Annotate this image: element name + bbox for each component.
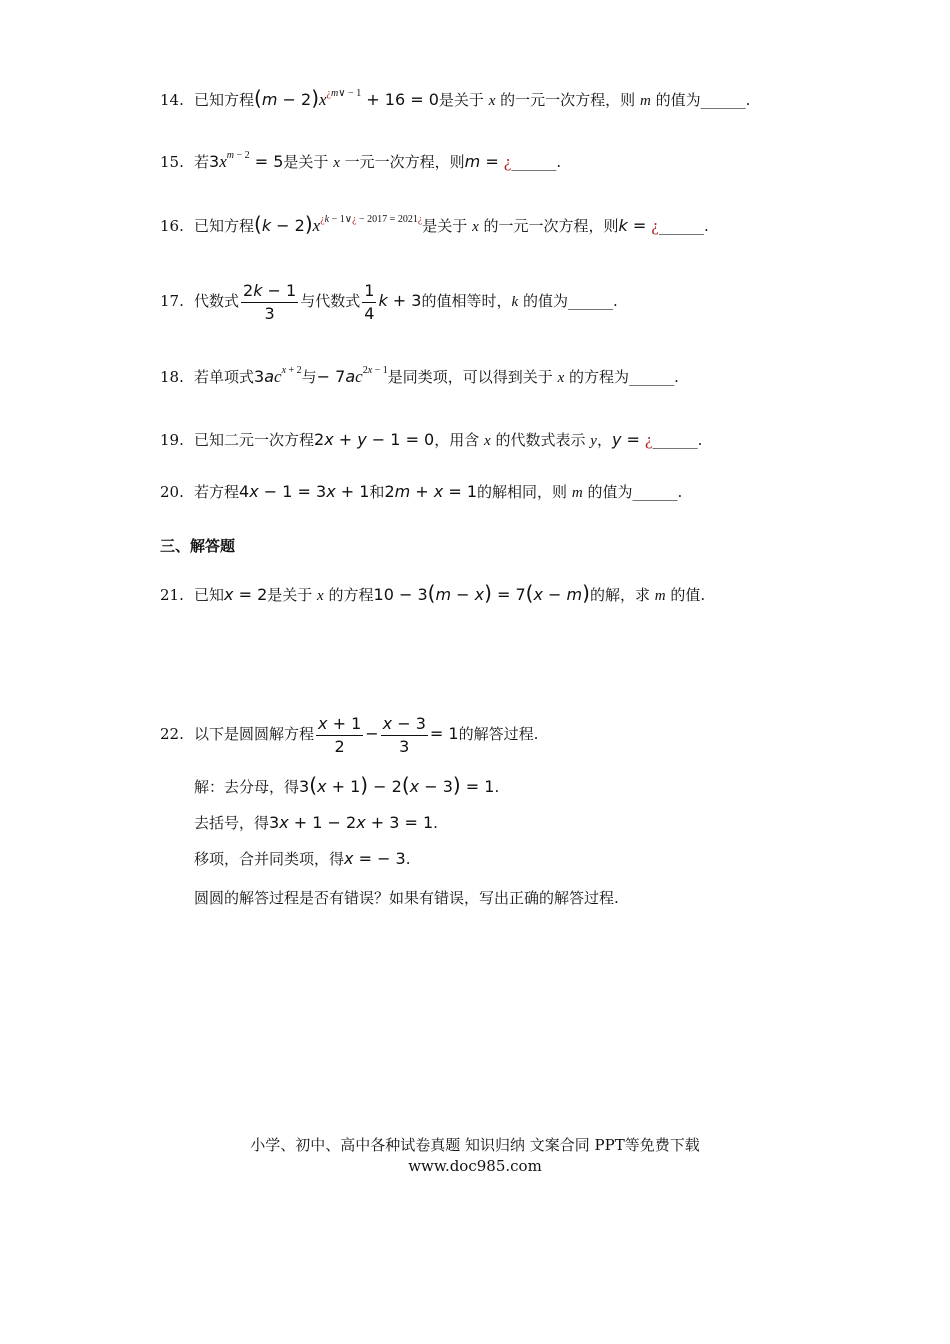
answer-blank[interactable]: ______: [652, 431, 698, 449]
question-number: 14.: [160, 91, 184, 109]
fraction: $\frac{2k - 1}{3}$: [243, 280, 297, 323]
question-21: 21. 已知x = 2是关于 x 的方程10 − 3(m − x) = 7(x − m)的解，求 m 的值.: [160, 581, 706, 605]
answer-blank[interactable]: ______: [567, 292, 613, 310]
question-number: 20.: [160, 483, 184, 501]
answer-blank[interactable]: ______: [511, 153, 557, 171]
answer-blank[interactable]: ______: [632, 483, 678, 501]
math-expression: 2x + y − 1 = 0: [314, 430, 435, 449]
math-expression: $(m - 2)x^{¿m\vee - 1} + 16 = 0$: [254, 86, 439, 110]
question-16: 16. 已知方程$(k - 2)x^{¿k - 1\vee¿ - 2017 = 2021¿}$是关于 x 的一元一次方程，则k = ¿______.: [160, 212, 709, 236]
math-expression: m = ¿: [464, 152, 512, 171]
question-17: 17. 代数式 $\frac{2k - 1}{3}$ 与代数式 $\frac{1}{4}$ k + 3的值相等时，k 的值为______.: [160, 278, 618, 325]
fraction: $\frac{x + 1}{2}$: [318, 713, 362, 756]
solution-step-1: 解：去分母，得3(x + 1) − 2(x − 3) = 1.: [194, 773, 500, 797]
math-expression: x = − 3: [344, 849, 406, 868]
question-number: 22.: [160, 725, 184, 743]
math-expression: 3(x + 1) − 2(x − 3) = 1: [299, 773, 495, 797]
footer-text: 小学、初中、高中各种试卷真题 知识归纳 文案合同 PPT等免费下载: [250, 1136, 700, 1154]
fraction: $\frac{x - 3}{3}$: [382, 713, 426, 756]
solution-question: 圆圆的解答过程是否有错误？如果有错误，写出正确的解答过程.: [194, 889, 619, 907]
question-number: 18.: [160, 368, 184, 386]
math-expression: 3x + 1 − 2x + 3 = 1: [269, 813, 434, 832]
solution-step-2: 去括号，得3x + 1 − 2x + 3 = 1.: [194, 813, 438, 832]
question-22: 22. 以下是圆圆解方程 $\frac{x + 1}{2}$ − $\frac{x - 3}{3}$ = 1的解答过程.: [160, 711, 538, 758]
math-expression: x = 2: [224, 585, 268, 604]
answer-blank[interactable]: ______: [658, 217, 704, 235]
math-expression: y = ¿: [611, 430, 653, 449]
math-expression: $3ac^{x + 2}$: [254, 365, 302, 386]
question-number: 17.: [160, 292, 184, 310]
question-15: 15. 若$3x^{m - 2} = 5$是关于 x 一元一次方程，则m = ¿______.: [160, 150, 562, 171]
question-number: 16.: [160, 217, 184, 235]
question-number: 19.: [160, 431, 184, 449]
question-18: 18. 若单项式$3ac^{x + 2}$与− $7ac^{2x - 1}$是同类项，可以得到关于 x 的方程为______.: [160, 365, 679, 386]
math-expression: 10 − 3(m − x) = 7(x − m): [373, 581, 590, 605]
footer-link[interactable]: www.doc985.com: [408, 1157, 542, 1175]
question-19: 19. 已知二元一次方程2x + y − 1 = 0，用含 x 的代数式表示 y，y = ¿______.: [160, 430, 703, 449]
answer-blank[interactable]: ______: [700, 91, 746, 109]
math-expression: − $7ac^{2x - 1}$: [316, 365, 388, 386]
fraction: $\frac{1}{4}$: [364, 280, 375, 323]
math-expression: $3x^{m - 2} = 5$: [209, 150, 284, 171]
question-number: 21.: [160, 586, 184, 604]
question-14: 14. 已知方程$(m - 2)x^{¿m\vee - 1} + 16 = 0$是关于 x 的一元一次方程，则 m 的值为______.: [160, 86, 751, 110]
question-number: 15.: [160, 153, 184, 171]
section-title: 三、解答题: [160, 537, 236, 555]
answer-blank[interactable]: ______: [629, 368, 675, 386]
math-expression: 4x − 1 = 3x + 1: [239, 482, 370, 501]
math-expression: k = ¿: [618, 216, 659, 235]
solution-step-3: 移项，合并同类项，得x = − 3.: [194, 849, 411, 868]
math-expression: 2m + x = 1: [384, 482, 478, 501]
question-20: 20. 若方程4x − 1 = 3x + 1和2m + x = 1的解相同，则 m 的值为______.: [160, 482, 683, 501]
math-expression: $(k - 2)x^{¿k - 1\vee¿ - 2017 = 2021¿}$: [254, 212, 423, 236]
